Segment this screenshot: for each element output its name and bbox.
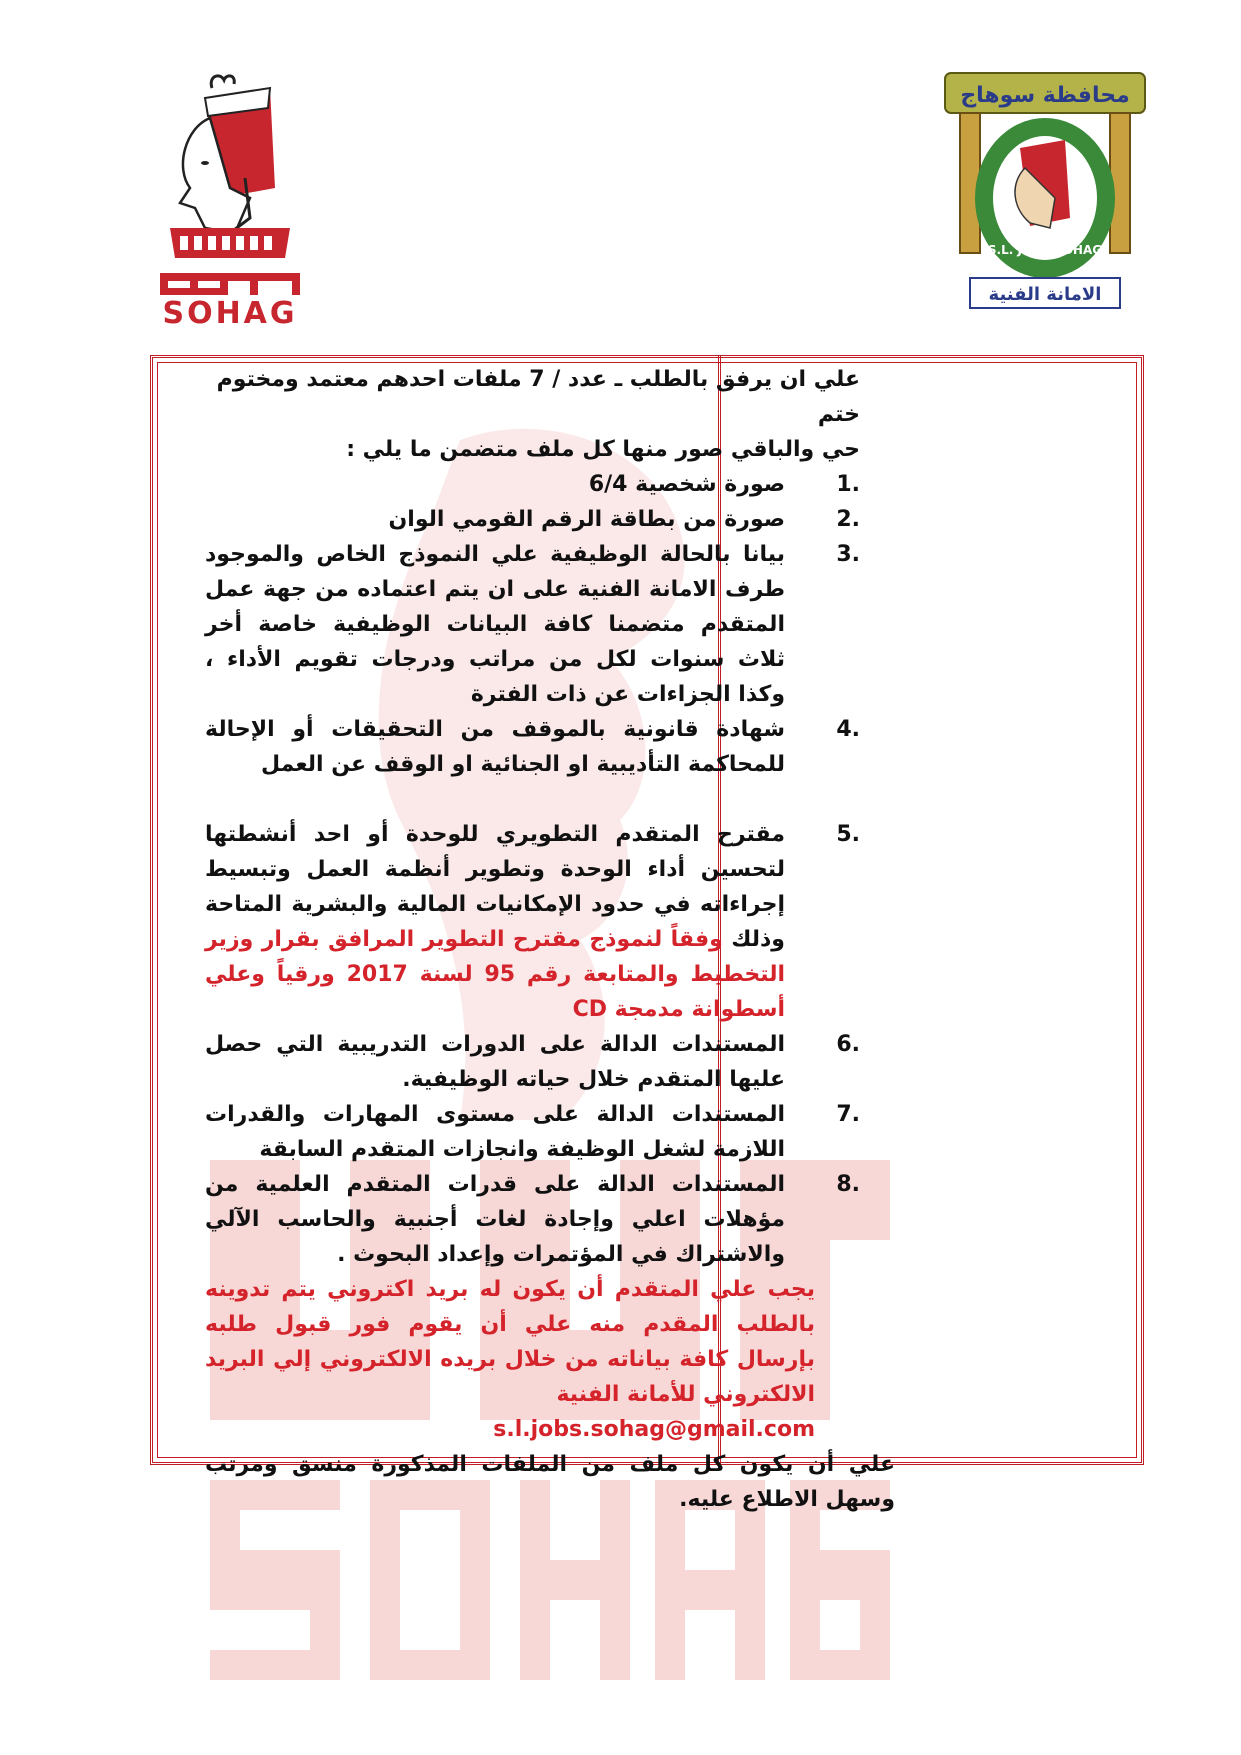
email-note: يجب علي المتقدم أن يكون له بريد اكتروني يتم تدوينه بالطلب المقدم منه علي أن يقوم فور قبول طلبه بإرسال كافة بياناته من خلال بريده الالكتروني إلي البريد الالكتروني للأمانة الفنية [205, 1277, 815, 1407]
email-address[interactable]: s.l.jobs.sohag@gmail.com [493, 1417, 815, 1442]
closing-note: علي أن يكون كل ملف من الملفات المذكورة منسق ومرتب وسهل الاطلاع عليه. [205, 1452, 895, 1512]
list-item [205, 1097, 860, 1167]
list-item [205, 1027, 860, 1097]
item-number: 2. [836, 507, 860, 532]
item-text: بيانا بالحالة الوظيفية علي النموذج الخاص والموجود طرف الامانة الفنية على ان يتم اعتماده من جهة عمل المتقدم متضمنا كافة البيانات الوظيفية خاصة أخر ثلاث سنوات لكل من مراتب ودرجات تقويم الأداء ، وكذا الجزاءات عن ذات الفترة [205, 542, 785, 707]
svg-text:محافظة سوهاج: محافظة سوهاج [960, 83, 1130, 108]
requirements-list [205, 467, 860, 1272]
list-item [205, 467, 860, 502]
item-number: 3. [836, 542, 860, 567]
item-text: المستندات الدالة على مستوى المهارات والقدرات اللازمة لشغل الوظيفة وانجازات المتقدم السابقة [205, 1102, 785, 1162]
list-item [205, 502, 860, 537]
list-item [205, 817, 860, 1027]
item-text: مقترح المتقدم التطويري للوحدة أو احد أنشطتها لتحسين أداء الوحدة وتطوير أنظمة العمل وتبسيط إجراءاته في حدود الإمكانيات المالية والبشرية المتاحة وذلك [205, 822, 785, 952]
intro-line-1: علي ان يرفق بالطلب ـ عدد / 7 ملفات احدهم معتمد ومختوم ختم [216, 367, 860, 427]
list-item [205, 712, 860, 782]
email-note-block [205, 1272, 860, 1447]
item-text-highlight: وفقاً لنموذج مقترح التطوير المرافق بقرار وزير التخطيط والمتابعة رقم 95 لسنة 2017 ورقياً وعلي أسطوانة مدمجة CD [205, 927, 785, 1022]
item-number: 5. [836, 822, 860, 847]
list-item [205, 1167, 860, 1272]
item-number: 6. [836, 1032, 860, 1057]
item-text: صورة من بطاقة الرقم القومي الوان [388, 507, 785, 532]
svg-text:الامانة الفنية: الامانة الفنية [988, 284, 1102, 305]
item-number: 1. [836, 472, 860, 497]
item-number: 8. [836, 1172, 860, 1197]
svg-text:S.L. JOBS SOHAG: S.L. JOBS SOHAG [987, 243, 1103, 257]
technical-secretariat-logo [940, 58, 1150, 313]
requirements-section [205, 362, 895, 1517]
item-text: شهادة قانونية بالموقف من التحقيقات أو الإحالة للمحاكمة التأديبية او الجنائية او الوقف عن العمل [205, 717, 785, 777]
intro-line-2: حي والباقي صور منها كل ملف متضمن ما يلي : [346, 437, 860, 462]
list-item [205, 537, 860, 712]
spacer [205, 782, 860, 817]
item-number: 7. [836, 1102, 860, 1127]
item-text: صورة شخصية 6/4 [588, 472, 785, 497]
svg-text:SOHAG: SOHAG [162, 296, 298, 328]
item-number: 4. [836, 717, 860, 742]
item-text: المستندات الدالة على قدرات المتقدم العلمية من مؤهلات اعلي وإجادة لغات أجنبية والحاسب الآلي والاشتراك في المؤتمرات وإعداد البحوث . [205, 1172, 785, 1267]
sohag-governorate-logo [150, 68, 310, 328]
item-text: المستندات الدالة على الدورات التدريبية التي حصل عليها المتقدم خلال حياته الوظيفية. [205, 1032, 785, 1092]
